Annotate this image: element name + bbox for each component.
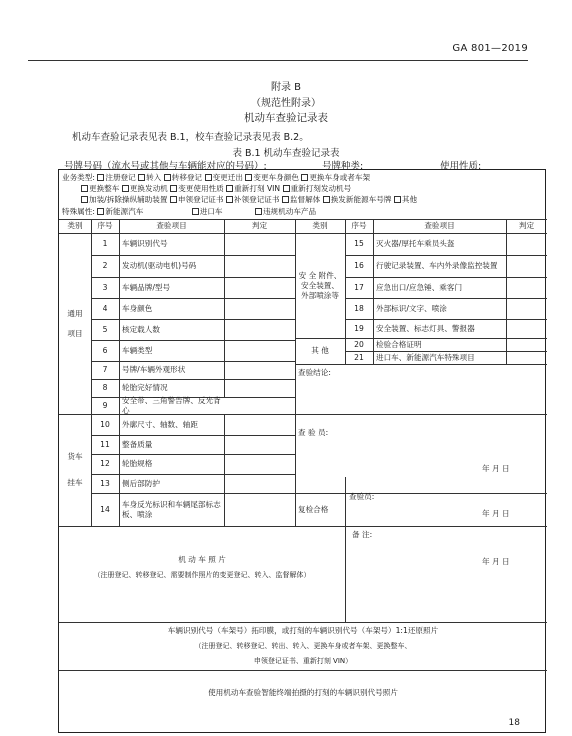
item-external-marking: 外部标识/文字、喷涂: [376, 303, 447, 313]
page-number: 18: [508, 718, 520, 728]
seq-number: 13: [100, 478, 110, 488]
rule: [224, 414, 225, 526]
item-reflective-marking: 车身反光标识和车辆尾部标志板、喷涂: [122, 499, 221, 519]
checkbox-apply-cert[interactable]: 申领登记证书: [170, 195, 224, 204]
recheck-inspector-label: 查验员:: [349, 492, 375, 501]
business-type-row-1: [62, 173, 370, 182]
item-tire-condition: 轮胎完好情况: [122, 383, 168, 392]
recheck-date: 年 月 日: [482, 509, 510, 518]
item-appearance: 号牌/车辆外观形状: [122, 365, 186, 374]
checkbox-move-out[interactable]: 变更迁出: [205, 173, 243, 182]
checkbox-supervised-dismantle[interactable]: 监督解体: [282, 195, 320, 204]
seq-number: 8: [102, 383, 108, 392]
seq-number: 9: [102, 400, 108, 410]
item-safety-device: 安全装置、标志灯具、警报器: [376, 323, 475, 333]
rule: [345, 526, 346, 622]
category-general: 通用 项目: [67, 308, 83, 338]
special-attribute-label: 特殊属性:: [62, 207, 95, 216]
item-tire-spec: 轮胎规格: [122, 459, 153, 468]
checkbox-ownership-transfer[interactable]: 转移登记: [164, 173, 202, 182]
item-vehicle-type: 车辆类型: [122, 345, 153, 355]
seq-number: 20: [354, 339, 364, 349]
checkbox-re-engrave-engine[interactable]: 重新打刻发动机号: [283, 184, 352, 193]
appendix-title: 附录 B: [270, 82, 302, 93]
checkbox-re-engrave-vin[interactable]: 重新打刻 VIN: [226, 184, 280, 193]
seq-number: 4: [102, 303, 108, 313]
remark-label: 备 注:: [352, 530, 373, 539]
item-vin: 车辆识别代号: [122, 239, 168, 248]
business-type-label: 业务类型:: [62, 173, 95, 182]
header-judge-right: 判定: [518, 221, 535, 230]
appendix-name: 机动车查验记录表: [244, 112, 328, 124]
item-extinguisher: 灭火器/厚托车乘员头盔: [376, 239, 455, 248]
appendix-nature: （规范性附录）: [251, 98, 321, 109]
item-brand: 车辆品牌/型号: [122, 282, 171, 292]
rule: [295, 364, 547, 365]
usage-label: 使用性质:: [440, 161, 482, 172]
table-title: 表 B.1 机动车查验记录表: [232, 148, 340, 159]
vin-rubbing-title: 车辆识别代号（车架号）拓印膜，或打刻的车辆识别代号（车架号）1:1还原照片: [167, 626, 439, 635]
header-seq: 序号: [97, 221, 113, 230]
checkbox-transfer-in[interactable]: 转入: [138, 173, 161, 182]
remark-date: 年 月 日: [482, 557, 510, 566]
seq-number: 7: [102, 365, 108, 374]
vin-photo-section: [58, 623, 546, 733]
vin-rubbing-note-2: 申领登记证书、重新打刻 VIN）: [253, 657, 353, 665]
checkbox-whole-vehicle[interactable]: 更换整车: [81, 184, 119, 193]
plate-number-label: 号牌号码（流水号或其他与车辆能对应的号码）:: [64, 161, 267, 172]
item-seats: 核定载人数: [122, 324, 160, 334]
special-attribute-row: [62, 207, 316, 216]
seq-number: 1: [102, 239, 108, 248]
seq-number: 18: [354, 303, 364, 313]
seq-number: 12: [100, 459, 110, 468]
checkbox-usage-change[interactable]: 变更使用性质: [170, 184, 224, 193]
seq-number: 2: [102, 261, 108, 270]
vin-rubbing-note-1: （注册登记、转移登记、转出、转入、更换车身或者车架、更换整车、: [194, 642, 412, 650]
seq-number: 15: [354, 239, 364, 248]
business-type-row-2: [81, 184, 351, 193]
seq-number: 16: [354, 261, 364, 270]
category-other: 其 他: [311, 346, 329, 355]
intro-text: 机动车查验记录表见表 B.1，校车查验记录表见表 B.2。: [72, 132, 309, 143]
header-seq-right: 序号: [351, 221, 367, 230]
seq-number: 3: [102, 282, 108, 292]
checkbox-engine[interactable]: 更换发动机: [122, 184, 168, 193]
conclusion-label: 查验结论:: [298, 368, 331, 377]
header-category: 类别: [67, 221, 83, 230]
item-dimensions: 外廓尺寸、轴数、轴距: [122, 419, 198, 429]
item-inspection-cert: 检验合格证明: [376, 339, 422, 349]
business-type-row-3: [81, 195, 417, 204]
seq-number: 5: [102, 324, 108, 334]
inspection-table: [58, 169, 546, 623]
header-divider: [28, 60, 528, 61]
checkbox-body-frame[interactable]: 更换车身或者车架: [301, 173, 370, 182]
checkbox-nev-plate[interactable]: 换发新能源车号牌: [323, 195, 392, 204]
header-category-right: 类别: [312, 221, 328, 230]
inspector-label: 查 验 员:: [298, 428, 329, 437]
seq-number: 11: [100, 439, 110, 449]
rule: [59, 670, 547, 671]
checkbox-reissue-cert[interactable]: 补领登记证书: [226, 195, 280, 204]
item-curb-weight: 整备质量: [122, 439, 153, 449]
checkbox-other[interactable]: 其他: [394, 195, 417, 204]
item-recorder: 行驶记录装置、车内外录像监控装置: [376, 261, 498, 270]
rule: [59, 526, 547, 527]
seq-number: 19: [354, 323, 364, 333]
item-emergency-exit: 应急出口/应急锤、乘客门: [376, 282, 463, 292]
category-safety: 安 全 附件、安全装置、外部喷涂等: [298, 270, 342, 300]
recheck-label: 复检合格: [298, 504, 329, 514]
seq-number: 21: [354, 352, 364, 362]
inspect-date: 年 月 日: [482, 464, 510, 473]
checkbox-new-energy[interactable]: 新能源汽车: [97, 207, 143, 216]
item-import-nev: 进口车、新能源汽车特殊项目: [376, 352, 475, 362]
header-judge: 判定: [251, 221, 268, 230]
header-item-right: 查验项目: [424, 221, 455, 230]
checkbox-assist-device[interactable]: 加装/拆除操纵辅助装置: [81, 195, 168, 204]
plate-type-label: 号牌种类:: [322, 161, 364, 172]
rule: [224, 219, 225, 397]
checkbox-registration[interactable]: 注册登记: [97, 173, 135, 182]
checkbox-color-change[interactable]: 变更车身颜色: [245, 173, 299, 182]
item-color: 车身颜色: [122, 303, 153, 313]
checkbox-noncompliant[interactable]: 违规机动车产品: [255, 207, 316, 216]
checkbox-imported[interactable]: 进口车: [192, 207, 223, 216]
seq-number: 17: [354, 282, 364, 292]
vehicle-photo-title: 机 动 车 照 片: [178, 555, 226, 564]
rule: [506, 219, 507, 364]
item-safety-belt: 安全带、三角警告牌、反光背心: [122, 395, 221, 415]
seq-number: 10: [100, 419, 110, 429]
smart-terminal-photo-title: 使用机动车查验智能终端拍摄的打刻的车辆识别代号照片: [208, 688, 398, 697]
vehicle-photo-note: （注册登记、转移登记、需要制作照片的变更登记、转入、监督解体）: [93, 571, 311, 579]
item-engine: 发动机(驱动电机)号码: [122, 261, 197, 270]
category-truck-trailer: 货车 挂车: [67, 452, 83, 487]
standard-number: GA 801—2019: [452, 43, 528, 54]
seq-number: 6: [102, 345, 108, 355]
item-side-rear-guard: 侧后部防护: [122, 478, 160, 488]
seq-number: 14: [100, 504, 110, 514]
header-item: 查验项目: [156, 221, 187, 230]
